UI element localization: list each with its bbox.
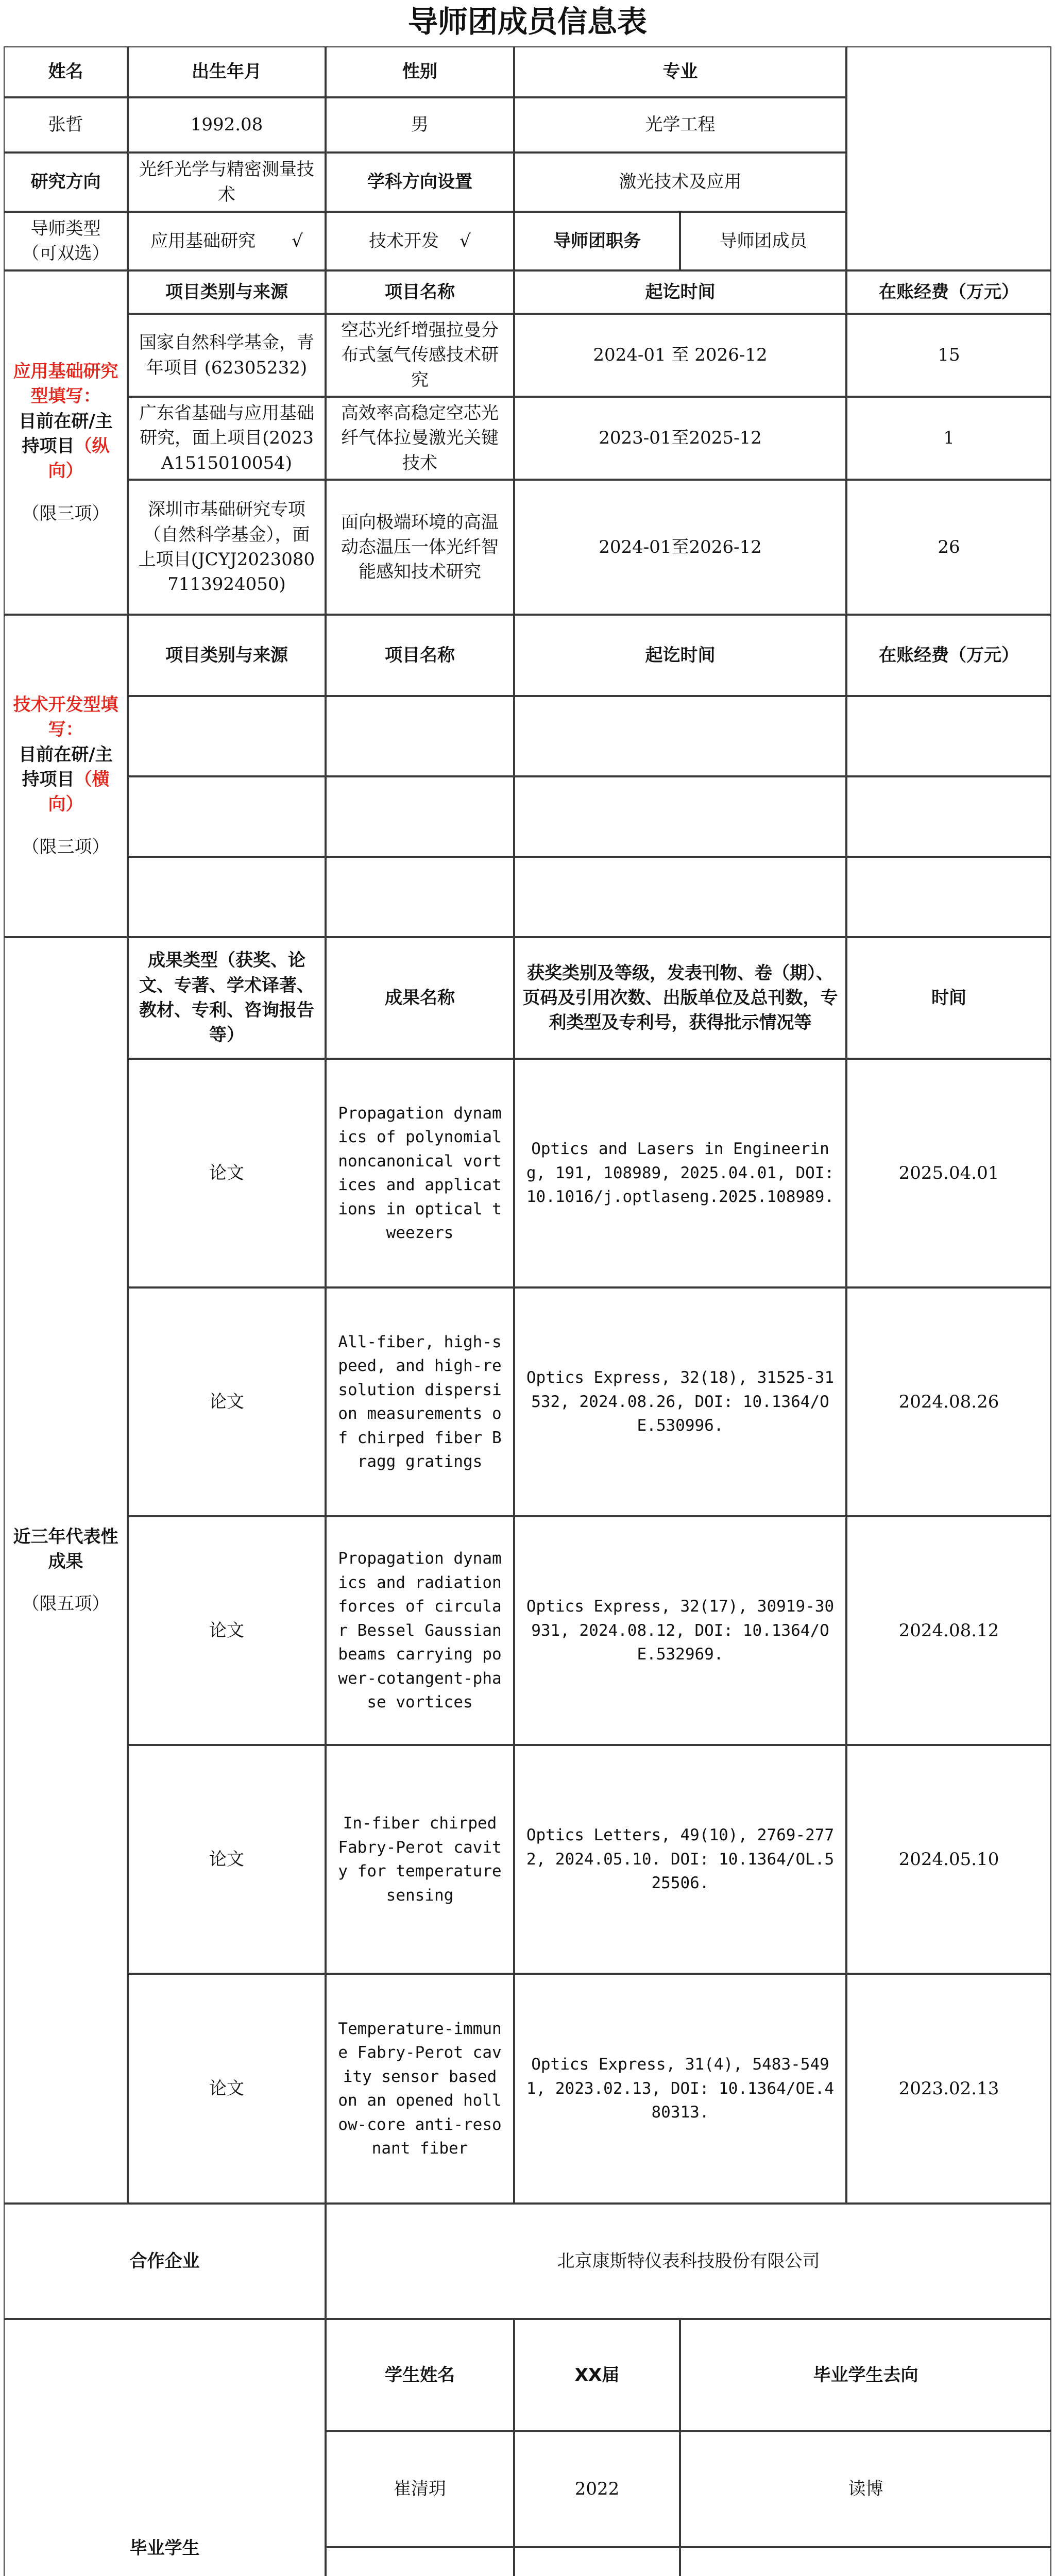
grad-row2-name xyxy=(326,2547,514,2576)
type-basic-check: √ xyxy=(292,230,303,251)
page-title: 导师团成员信息表 xyxy=(407,4,647,39)
discipline-value: 激光技术及应用 xyxy=(514,152,846,212)
basic-row1-period: 2024-01 至 2026-12 xyxy=(514,314,846,397)
basic-col-name: 项目名称 xyxy=(326,270,514,314)
basic-col-source: 项目类别与来源 xyxy=(128,270,326,314)
basic-projects-label-main: 目前在研/主持项目（纵向） xyxy=(19,411,113,482)
birth-value: 1992.08 xyxy=(128,97,326,152)
basic-projects-label-red: 应用基础研究型填写： xyxy=(13,361,118,407)
ach-row1-type: 论文 xyxy=(128,1059,326,1287)
ach-row3-type: 论文 xyxy=(128,1516,326,1745)
tech-row2-period xyxy=(514,776,846,857)
research-header: 研究方向 xyxy=(4,152,128,212)
ach-col-detail: 获奖类别及等级，发表刊物、卷（期）、页码及引用次数、出版单位及总刊数，专利类型及专利号，获得批示情况等 xyxy=(514,937,846,1059)
tech-row3-name xyxy=(326,857,514,937)
basic-row3-source: 深圳市基础研究专项（自然科学基金），面上项目(JCYJ20230807113924050) xyxy=(128,480,326,615)
partner-value: 北京康斯特仪表科技股份有限公司 xyxy=(326,2204,1051,2319)
basic-row2-period: 2023-01至2025-12 xyxy=(514,397,846,480)
type-tech-check: √ xyxy=(460,230,471,251)
tech-row3-source xyxy=(128,857,326,937)
role-value: 导师团成员 xyxy=(680,212,846,270)
achievements-limit: （限五项） xyxy=(22,1594,110,1615)
name-header: 姓名 xyxy=(4,46,128,97)
grad-col-name: 学生姓名 xyxy=(326,2319,514,2431)
achievements-label xyxy=(4,937,128,2204)
achievements-label-text: 近三年代表性成果 xyxy=(13,1526,118,1572)
ach-row2-type: 论文 xyxy=(128,1287,326,1516)
type-tech-option xyxy=(326,212,514,270)
grad-row2-dest xyxy=(680,2547,1051,2576)
ach-row1-date: 2025.04.01 xyxy=(846,1059,1051,1287)
name-value: 张哲 xyxy=(4,97,128,152)
tech-col-funds: 在账经费（万元） xyxy=(846,615,1051,696)
ach-col-date: 时间 xyxy=(846,937,1051,1059)
tech-row2-source xyxy=(128,776,326,857)
tech-col-source: 项目类别与来源 xyxy=(128,615,326,696)
tech-row3-period xyxy=(514,857,846,937)
tech-projects-limit: （限三项） xyxy=(22,836,110,857)
tech-projects-label xyxy=(4,615,128,937)
tech-row3-funds xyxy=(846,857,1051,937)
type-basic-option xyxy=(128,212,326,270)
gender-value: 男 xyxy=(326,97,514,152)
ach-row2-name: All-fiber, high-speed, and high-resolution dispersion measurements of chirped fiber Bragg gratings xyxy=(326,1287,514,1516)
basic-row2-funds: 1 xyxy=(846,397,1051,480)
basic-col-funds: 在账经费（万元） xyxy=(846,270,1051,314)
grad-row1-name: 崔清玥 xyxy=(326,2431,514,2547)
ach-row3-detail: Optics Express, 32(17), 30919-30931, 2024.08.12, DOI: 10.1364/OE.532969. xyxy=(514,1516,846,1745)
basic-row1-funds: 15 xyxy=(846,314,1051,397)
tech-projects-label-main: 目前在研/主持项目（横向） xyxy=(19,744,113,815)
ach-row5-detail: Optics Express, 31(4), 5483-5491, 2023.02.13, DOI: 10.1364/OE.480313. xyxy=(514,1974,846,2204)
ach-row2-date: 2024.08.26 xyxy=(846,1287,1051,1516)
type-tech-label: 技术开发 xyxy=(369,230,439,251)
ach-row4-type: 论文 xyxy=(128,1745,326,1974)
research-value: 光纤光学与精密测量技术 xyxy=(128,152,326,212)
ach-row4-detail: Optics Letters, 49(10), 2769-2772, 2024.05.10. DOI: 10.1364/OL.525506. xyxy=(514,1745,846,1974)
basic-col-period: 起讫时间 xyxy=(514,270,846,314)
ach-row2-detail: Optics Express, 32(18), 31525-31532, 2024.08.26, DOI: 10.1364/OE.530996. xyxy=(514,1287,846,1516)
major-value: 光学工程 xyxy=(514,97,846,152)
tech-row1-name xyxy=(326,696,514,776)
basic-projects-limit: （限三项） xyxy=(22,503,110,524)
birth-header: 出生年月 xyxy=(128,46,326,97)
grad-col-dest: 毕业学生去向 xyxy=(680,2319,1051,2431)
ach-row1-name: Propagation dynamics of polynomial noncanonical vortices and applications in optical tweezers xyxy=(326,1059,514,1287)
tech-col-period: 起讫时间 xyxy=(514,615,846,696)
photo-box xyxy=(846,46,1051,270)
ach-row3-name: Propagation dynamics and radiation forces of circular Bessel Gaussian beams carrying power-cotangent-phase vortices xyxy=(326,1516,514,1745)
type-basic-label: 应用基础研究 xyxy=(150,230,256,251)
basic-row3-period: 2024-01至2026-12 xyxy=(514,480,846,615)
ach-row5-name: Temperature-immune Fabry-Perot cavity sensor based on an opened hollow-core anti-resonant fiber xyxy=(326,1974,514,2204)
ach-row4-date: 2024.05.10 xyxy=(846,1745,1051,1974)
partner-label: 合作企业 xyxy=(4,2204,326,2319)
grad-row2-year xyxy=(514,2547,680,2576)
tech-row1-funds xyxy=(846,696,1051,776)
ach-col-type: 成果类型（获奖、论文、专著、学术译著、教材、专利、咨询报告等） xyxy=(128,937,326,1059)
ach-row4-name: In-fiber chirped Fabry-Perot cavity for temperature sensing xyxy=(326,1745,514,1974)
tech-col-name: 项目名称 xyxy=(326,615,514,696)
info-form xyxy=(4,46,1051,2576)
major-header: 专业 xyxy=(514,46,846,97)
tech-row1-source xyxy=(128,696,326,776)
grad-row1-dest: 读博 xyxy=(680,2431,1051,2547)
basic-row1-source: 国家自然科学基金，青年项目 (62305232) xyxy=(128,314,326,397)
basic-row3-name: 面向极端环境的高温动态温压一体光纤智能感知技术研究 xyxy=(326,480,514,615)
ach-col-name: 成果名称 xyxy=(326,937,514,1059)
tech-projects-label-red: 技术开发型填写： xyxy=(13,694,118,740)
tutor-type-header: 导师类型 （可双选） xyxy=(4,212,128,270)
tech-row2-funds xyxy=(846,776,1051,857)
basic-projects-label xyxy=(4,270,128,615)
graduates-label: 毕业学生 xyxy=(4,2319,326,2576)
role-header: 导师团职务 xyxy=(514,212,680,270)
ach-row5-type: 论文 xyxy=(128,1974,326,2204)
discipline-header: 学科方向设置 xyxy=(326,152,514,212)
basic-row3-funds: 26 xyxy=(846,480,1051,615)
tech-row2-name xyxy=(326,776,514,857)
ach-row3-date: 2024.08.12 xyxy=(846,1516,1051,1745)
grad-col-year: XX届 xyxy=(514,2319,680,2431)
tech-row1-period xyxy=(514,696,846,776)
gender-header: 性别 xyxy=(326,46,514,97)
ach-row5-date: 2023.02.13 xyxy=(846,1974,1051,2204)
grad-row1-year: 2022 xyxy=(514,2431,680,2547)
basic-row2-source: 广东省基础与应用基础研究，面上项目(2023A1515010054) xyxy=(128,397,326,480)
basic-row1-name: 空芯光纤增强拉曼分布式氢气传感技术研究 xyxy=(326,314,514,397)
basic-row2-name: 高效率高稳定空芯光纤气体拉曼激光关键技术 xyxy=(326,397,514,480)
ach-row1-detail: Optics and Lasers in Engineering, 191, 108989, 2025.04.01, DOI: 10.1016/j.optlaseng.2025.108989. xyxy=(514,1059,846,1287)
